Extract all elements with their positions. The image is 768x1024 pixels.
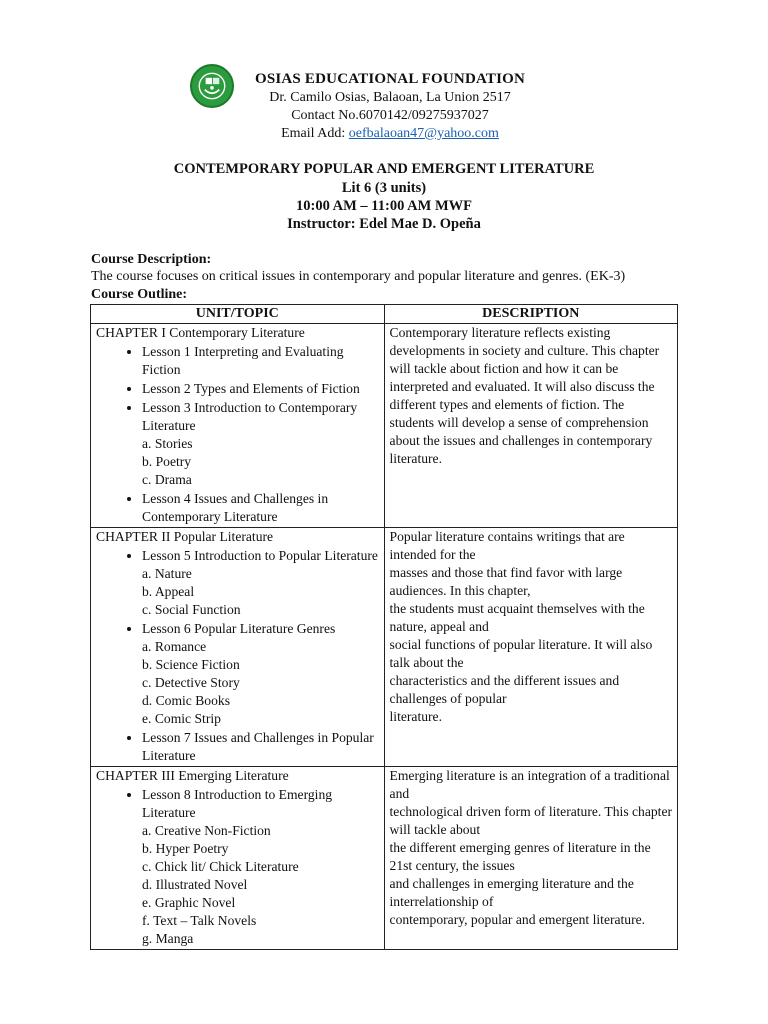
table-row bbox=[91, 528, 678, 767]
subtopic-item: c. Detective Story bbox=[142, 675, 240, 690]
lesson-item bbox=[142, 399, 379, 489]
course-description-label: Course Description: bbox=[91, 252, 212, 267]
lesson-item bbox=[142, 729, 379, 765]
subtopic-list bbox=[142, 435, 379, 489]
organization-name: OSIAS EDUCATIONAL FOUNDATION bbox=[254, 71, 526, 87]
subtopic-item: a. Romance bbox=[142, 639, 207, 654]
subtopic-item: c. Social Function bbox=[142, 602, 241, 617]
description-line: Emerging literature is an integration of a traditional and bbox=[389, 768, 670, 801]
description-line: and challenges in emerging literature and the interrelationship of bbox=[389, 876, 634, 909]
lesson-name: Lesson 8 Introduction to Emerging Literature bbox=[142, 787, 333, 820]
chapter-description bbox=[390, 767, 672, 929]
subtopic-item: a. Creative Non-Fiction bbox=[142, 823, 271, 838]
subtopic-list bbox=[142, 638, 379, 728]
lesson-item bbox=[142, 786, 379, 948]
column-header-unit-topic: UNIT/TOPIC bbox=[91, 305, 385, 324]
course-description-text: The course focuses on critical issues in contemporary and popular literature and genres. (EK-3) bbox=[91, 269, 626, 284]
subtopic-item: c. Drama bbox=[142, 472, 192, 487]
course-schedule: 10:00 AM – 11:00 AM MWF bbox=[296, 198, 472, 214]
description-cell bbox=[384, 528, 677, 767]
organization-email-line bbox=[230, 126, 550, 142]
lesson-item bbox=[142, 343, 379, 379]
table-header-row bbox=[91, 305, 678, 324]
description-line: the different emerging genres of literature in the 21st century, the issues bbox=[389, 840, 651, 873]
email-link[interactable]: oefbalaoan47@yahoo.com bbox=[348, 126, 499, 141]
description-line: the students must acquaint themselves with the nature, appeal and bbox=[389, 601, 645, 634]
subtopic-item: b. Science Fiction bbox=[142, 657, 240, 672]
lesson-name: Lesson 4 Issues and Challenges in Contemporary Literature bbox=[142, 491, 329, 524]
email-label: Email Add: bbox=[281, 126, 349, 141]
unit-topic-cell bbox=[91, 767, 385, 950]
chapter-title: CHAPTER II Popular Literature bbox=[96, 529, 274, 544]
unit-topic-cell bbox=[91, 528, 385, 767]
description-line: masses and those that find favor with large audiences. In this chapter, bbox=[389, 565, 623, 598]
chapter-description bbox=[390, 324, 672, 468]
subtopic-item: c. Chick lit/ Chick Literature bbox=[142, 859, 299, 874]
subtopic-list bbox=[142, 822, 379, 948]
description-line: contemporary, popular and emergent literature. bbox=[389, 912, 646, 927]
course-outline-label: Course Outline: bbox=[91, 287, 188, 302]
description-line: technological driven form of literature. This chapter will tackle about bbox=[389, 804, 672, 837]
subtopic-item: b. Appeal bbox=[142, 584, 195, 599]
subtopic-item: d. Illustrated Novel bbox=[142, 877, 248, 892]
chapter-title: CHAPTER III Emerging Literature bbox=[96, 768, 289, 783]
lesson-name: Lesson 5 Introduction to Popular Literature bbox=[142, 548, 378, 563]
subtopic-item: a. Stories bbox=[142, 436, 193, 451]
lesson-item bbox=[142, 620, 379, 728]
description-line: characteristics and the different issues and challenges of popular bbox=[389, 673, 620, 706]
course-code: Lit 6 (3 units) bbox=[341, 180, 427, 196]
lesson-name: Lesson 3 Introduction to Contemporary Literature bbox=[142, 400, 358, 433]
course-outline-table bbox=[90, 304, 678, 950]
column-header-description: DESCRIPTION bbox=[384, 305, 677, 324]
lesson-list bbox=[96, 547, 379, 765]
description-line: social functions of popular literature. It will also talk about the bbox=[389, 637, 653, 670]
lesson-name: Lesson 6 Popular Literature Genres bbox=[142, 621, 336, 636]
description-cell bbox=[384, 767, 677, 950]
subtopic-item: e. Graphic Novel bbox=[142, 895, 236, 910]
subtopic-item: b. Poetry bbox=[142, 454, 192, 469]
subtopic-item: e. Comic Strip bbox=[142, 711, 221, 726]
lesson-item bbox=[142, 547, 379, 619]
lesson-item bbox=[142, 490, 379, 526]
school-seal-icon bbox=[190, 64, 234, 108]
description-line: Popular literature contains writings that are intended for the bbox=[389, 529, 625, 562]
description-cell bbox=[384, 324, 677, 528]
lesson-item bbox=[142, 380, 379, 398]
course-instructor: Instructor: Edel Mae D. Opeña bbox=[287, 216, 481, 232]
subtopic-item: d. Comic Books bbox=[142, 693, 230, 708]
description-line: literature. bbox=[389, 709, 442, 724]
subtopic-list bbox=[142, 565, 379, 619]
lesson-list bbox=[96, 343, 379, 526]
course-title: CONTEMPORARY POPULAR AND EMERGENT LITERATURE bbox=[173, 161, 595, 177]
table-row bbox=[91, 324, 678, 528]
subtopic-item: g. Manga bbox=[142, 931, 194, 946]
lesson-list bbox=[96, 786, 379, 948]
lesson-name: Lesson 1 Interpreting and Evaluating Fiction bbox=[142, 344, 344, 377]
description-line: Contemporary literature reflects existing developments in society and culture. This chapter will tackle about fiction and how it can be interpreted and evaluated. It will also discuss the different types and elements of fiction. The students will develop a sense of comprehension about the issues and challenges in contemporary literature. bbox=[389, 325, 660, 466]
unit-topic-cell bbox=[91, 324, 385, 528]
organization-contact: Contact No.6070142/09275937027 bbox=[291, 108, 489, 123]
table-row bbox=[91, 767, 678, 950]
lesson-name: Lesson 2 Types and Elements of Fiction bbox=[142, 381, 360, 396]
subtopic-item: f. Text – Talk Novels bbox=[142, 913, 257, 928]
chapter-description bbox=[390, 528, 672, 726]
lesson-name: Lesson 7 Issues and Challenges in Popular Literature bbox=[142, 730, 374, 763]
organization-address: Dr. Camilo Osias, Balaoan, La Union 2517 bbox=[269, 90, 511, 105]
subtopic-item: a. Nature bbox=[142, 566, 192, 581]
chapter-title: CHAPTER I Contemporary Literature bbox=[96, 325, 305, 340]
subtopic-item: b. Hyper Poetry bbox=[142, 841, 229, 856]
